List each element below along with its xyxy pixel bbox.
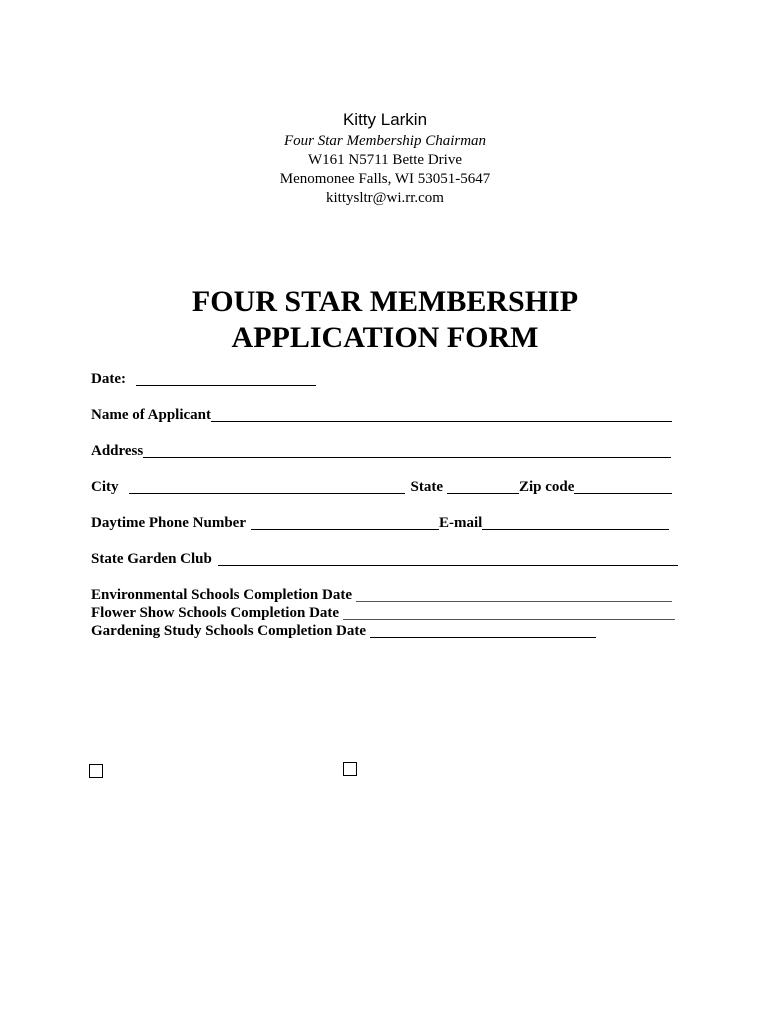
state-label: State xyxy=(410,479,443,495)
environmental-schools-row xyxy=(91,586,672,604)
email-field[interactable] xyxy=(482,515,669,530)
contact-block xyxy=(0,108,770,208)
name-row xyxy=(91,406,672,424)
contact-email: kittysltr@wi.rr.com xyxy=(326,190,444,206)
garden-club-row xyxy=(91,550,678,568)
environmental-schools-label: Environmental Schools Completion Date xyxy=(91,587,352,603)
environmental-schools-date-field[interactable] xyxy=(356,587,672,602)
form-title xyxy=(0,284,770,356)
daytime-phone-label: Daytime Phone Number xyxy=(91,515,246,531)
checkbox-left[interactable] xyxy=(89,764,103,778)
flower-show-schools-row xyxy=(91,604,675,622)
name-of-applicant-field[interactable] xyxy=(211,407,672,422)
address-row xyxy=(91,442,671,460)
contact-role: Four Star Membership Chairman xyxy=(283,133,487,149)
name-of-applicant-label: Name of Applicant xyxy=(91,407,211,423)
contact-street: W161 N5711 Bette Drive xyxy=(308,152,462,168)
state-garden-club-field[interactable] xyxy=(218,551,678,566)
date-field[interactable] xyxy=(136,371,316,386)
state-garden-club-label: State Garden Club xyxy=(91,551,212,567)
city-state-zip-row xyxy=(91,478,672,496)
state-field[interactable] xyxy=(447,479,519,494)
date-row xyxy=(91,370,316,388)
form-title-line-2: APPLICATION FORM xyxy=(231,321,539,354)
date-label: Date: xyxy=(91,371,126,387)
email-label: E-mail xyxy=(438,515,483,531)
zip-code-label: Zip code xyxy=(519,479,575,495)
address-label: Address xyxy=(91,443,144,459)
flower-show-schools-label: Flower Show Schools Completion Date xyxy=(91,605,340,621)
flower-show-schools-date-field[interactable] xyxy=(343,605,675,620)
gardening-study-schools-date-field[interactable] xyxy=(370,623,596,638)
daytime-phone-field[interactable] xyxy=(251,515,439,530)
checkbox-right[interactable] xyxy=(343,762,357,776)
city-field[interactable] xyxy=(129,479,405,494)
gardening-study-schools-row xyxy=(91,622,596,640)
form-title-line-1: FOUR STAR MEMBERSHIP xyxy=(191,285,579,318)
zip-code-field[interactable] xyxy=(574,479,672,494)
contact-name: Kitty Larkin xyxy=(342,110,428,129)
city-label: City xyxy=(91,479,119,495)
address-field[interactable] xyxy=(143,443,671,458)
gardening-study-schools-label: Gardening Study Schools Completion Date xyxy=(91,623,367,639)
phone-email-row xyxy=(91,514,669,532)
contact-city-line: Menomonee Falls, WI 53051-5647 xyxy=(279,171,491,187)
